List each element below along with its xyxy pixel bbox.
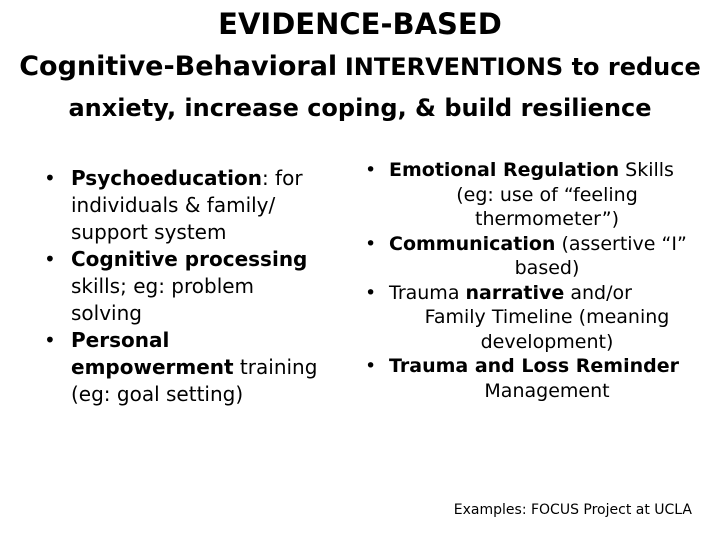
psychoeducation-text-b: individuals & family/ <box>71 193 276 217</box>
title-cbt-bold: Cognitive-Behavioral <box>19 51 338 82</box>
footer-examples: Examples: FOCUS Project at UCLA <box>453 502 692 518</box>
bullet-dot: • <box>44 328 56 352</box>
title-line-3: anxiety, increase coping, & build resilience <box>68 94 652 122</box>
emotional-regulation-text-b: (eg: use of “feeling <box>456 183 638 206</box>
trauma-narrative-text-c: development) <box>480 330 614 353</box>
bullet-dot: • <box>365 159 377 181</box>
bullet-personal-empowerment <box>44 327 344 408</box>
empowerment-text-b: (eg: goal setting) <box>71 382 244 406</box>
cognitive-processing-term: Cognitive processing <box>71 247 308 271</box>
personal-term: Personal <box>71 328 170 352</box>
psychoeducation-text-c: support system <box>71 220 227 244</box>
trauma-loss-reminder-text: Management <box>484 379 610 402</box>
cognitive-processing-text-b: solving <box>71 301 142 325</box>
trauma-narrative-text-a: and/or <box>564 281 632 304</box>
right-bullet-column <box>365 158 705 403</box>
title-line-2 <box>0 50 720 84</box>
emotional-regulation-term: Emotional Regulation <box>389 159 620 181</box>
empowerment-text-a: training <box>233 355 318 379</box>
trauma-narrative-text-b: Family Timeline (meaning <box>424 306 670 328</box>
psychoeducation-term: Psychoeducation <box>71 166 262 190</box>
communication-term: Communication <box>389 232 556 255</box>
emotional-regulation-text-c: thermometer”) <box>475 208 619 230</box>
bullet-trauma-loss-reminder <box>365 354 705 403</box>
bullet-dot: • <box>365 355 377 377</box>
communication-text-a: (assertive “I” <box>555 232 687 255</box>
bullet-dot: • <box>44 166 56 190</box>
narrative-term: narrative <box>465 281 565 304</box>
emotional-regulation-text-a: Skills <box>619 159 674 181</box>
left-bullet-column <box>44 165 344 408</box>
trauma-loss-reminder-term: Trauma and Loss Reminder <box>389 355 679 377</box>
cognitive-processing-text-a: skills; eg: problem <box>71 274 255 298</box>
bullet-dot: • <box>365 281 377 304</box>
psychoeducation-text-a: : for <box>261 166 303 190</box>
bullet-dot: • <box>44 247 56 271</box>
bullet-cognitive-processing <box>44 246 344 327</box>
bullet-trauma-narrative <box>365 281 705 355</box>
title-interventions: INTERVENTIONS to reduce <box>344 53 701 81</box>
title-line-1: EVIDENCE-BASED <box>218 7 502 41</box>
trauma-narrative-pre: Trauma <box>389 281 466 304</box>
bullet-communication <box>365 232 705 281</box>
bullet-dot: • <box>365 232 377 255</box>
empowerment-term: empowerment <box>71 355 234 379</box>
bullet-psychoeducation <box>44 165 344 246</box>
communication-text-b: based) <box>514 257 580 279</box>
bullet-emotional-regulation <box>365 158 705 232</box>
